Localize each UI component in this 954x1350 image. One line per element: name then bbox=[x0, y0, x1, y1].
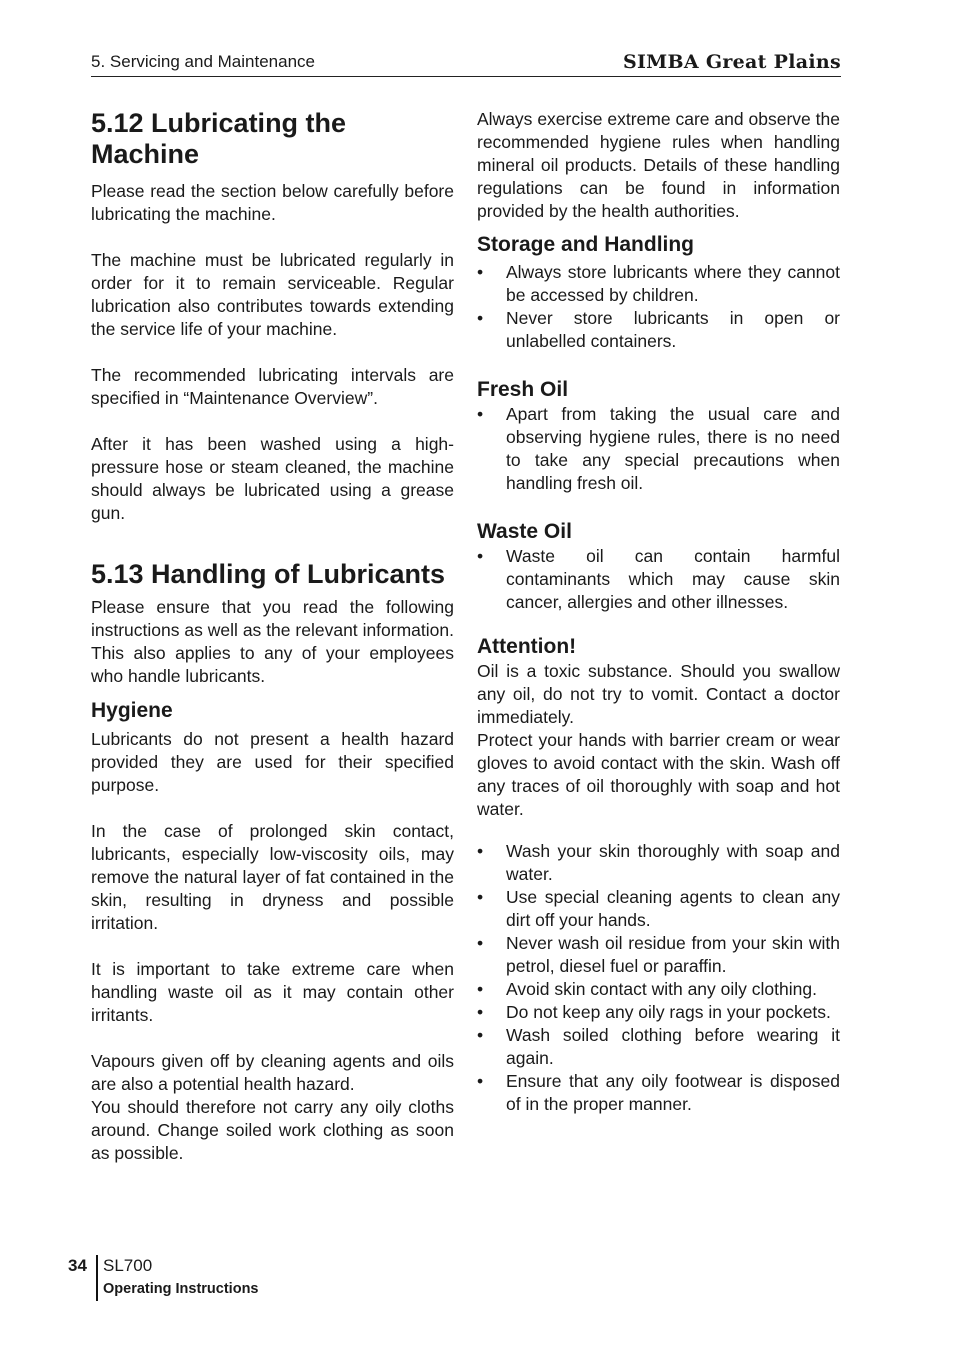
list-item-text: Waste oil can contain harmful contaminants which may cause skin cancer, allergies and other illnesses. bbox=[506, 546, 840, 612]
page-header bbox=[91, 50, 841, 77]
bullet: • bbox=[477, 933, 484, 953]
paragraph: It is important to take extreme care when handling waste oil as it may contain other irritants. bbox=[91, 959, 454, 1025]
waste-oil-list bbox=[477, 545, 840, 614]
list-item bbox=[477, 1001, 840, 1024]
heading-attention: Attention! bbox=[477, 635, 577, 658]
bullet: • bbox=[477, 1071, 484, 1091]
list-item bbox=[477, 1024, 840, 1070]
document-type: Operating Instructions bbox=[103, 1281, 259, 1297]
section-title: 5. Servicing and Maintenance bbox=[91, 52, 315, 71]
page-number: 34 bbox=[68, 1256, 87, 1275]
list-item bbox=[477, 1070, 840, 1116]
list-item-text: Do not keep any oily rags in your pockets. bbox=[506, 1002, 831, 1022]
list-item-text: Avoid skin contact with any oily clothing. bbox=[506, 979, 817, 999]
storage-list bbox=[477, 261, 840, 353]
heading-5-12: 5.12 Lubricating the Machine bbox=[91, 108, 347, 169]
list-item bbox=[477, 403, 840, 495]
bullet: • bbox=[477, 262, 484, 282]
paragraph: The machine must be lubricated regularly in order for it to remain serviceable. Regular lubrication also contributes towards extending the service life of your machine. bbox=[91, 250, 454, 339]
model-name: SL700 bbox=[103, 1256, 153, 1275]
paragraph: Oil is a toxic substance. Should you swallow any oil, do not try to vomit. Contact a doctor immediately. bbox=[477, 661, 840, 727]
heading-fresh-oil: Fresh Oil bbox=[477, 378, 569, 401]
list-item bbox=[477, 886, 840, 932]
paragraph: Lubricants do not present a health hazard provided they are used for their specified purpose. bbox=[91, 729, 454, 795]
heading-waste-oil: Waste Oil bbox=[477, 520, 572, 543]
attention-list bbox=[477, 840, 840, 1116]
paragraph: The recommended lubricating intervals are specified in “Maintenance Overview”. bbox=[91, 365, 454, 408]
brand-logo-text: SIMBA Great Plains bbox=[622, 51, 841, 73]
list-item-text: Never wash oil residue from your skin with petrol, diesel fuel or paraffin. bbox=[506, 933, 840, 976]
list-item bbox=[477, 978, 840, 1001]
list-item-text: Never store lubricants in open or unlabelled containers. bbox=[506, 308, 840, 351]
bullet: • bbox=[477, 841, 484, 861]
paragraph: In the case of prolonged skin contact, lubricants, especially low-viscosity oils, may remove the natural layer of fat contained in the skin, resulting in dryness and possible irritation. bbox=[91, 821, 454, 933]
bullet: • bbox=[477, 1002, 484, 1022]
bullet: • bbox=[477, 404, 484, 424]
fresh-oil-list bbox=[477, 403, 840, 495]
list-item-text: Wash soiled clothing before wearing it again. bbox=[506, 1025, 840, 1068]
paragraph: Please ensure that you read the following instructions as well as the relevant information. This also applies to any of your employees who handle lubricants. bbox=[91, 597, 454, 686]
left-column bbox=[91, 108, 454, 1165]
paragraph: Protect your hands with barrier cream or wear gloves to avoid contact with the skin. Wash off any traces of oil thoroughly with soap and hot water. bbox=[477, 730, 840, 819]
paragraph: After it has been washed using a high-pressure hose or steam cleaned, the machine should always be lubricated using a grease gun. bbox=[91, 434, 454, 523]
list-item-text: Wash your skin thoroughly with soap and water. bbox=[506, 841, 840, 884]
list-item-text: Always store lubricants where they cannot be accessed by children. bbox=[506, 262, 840, 305]
bullet: • bbox=[477, 979, 484, 999]
heading-5-13: 5.13 Handling of Lubricants bbox=[91, 559, 446, 589]
paragraph: Please read the section below carefully before lubricating the machine. bbox=[91, 181, 454, 224]
list-item bbox=[477, 545, 840, 614]
heading-storage-handling: Storage and Handling bbox=[477, 233, 695, 256]
list-item bbox=[477, 932, 840, 978]
paragraph: Vapours given off by cleaning agents and oils are also a potential health hazard. bbox=[91, 1051, 454, 1094]
right-column bbox=[477, 108, 840, 1116]
footer-divider bbox=[96, 1255, 98, 1301]
list-item bbox=[477, 307, 840, 353]
bullet: • bbox=[477, 1025, 484, 1045]
list-item bbox=[477, 840, 840, 886]
paragraph: You should therefore not carry any oily cloths around. Change soiled work clothing as soon as possible. bbox=[91, 1097, 454, 1163]
list-item-text: Ensure that any oily footwear is disposed of in the proper manner. bbox=[506, 1071, 840, 1114]
list-item bbox=[477, 261, 840, 307]
list-item-text: Apart from taking the usual care and observing hygiene rules, there is no need to take any special precautions when handling fresh oil. bbox=[506, 404, 840, 493]
list-item-text: Use special cleaning agents to clean any dirt off your hands. bbox=[506, 887, 840, 930]
bullet: • bbox=[477, 546, 484, 566]
heading-hygiene: Hygiene bbox=[91, 699, 173, 722]
bullet: • bbox=[477, 887, 484, 907]
paragraph: Always exercise extreme care and observe the recommended hygiene rules when handling mineral oil products. Details of these handling regulations can be found in information provided by the health authorities. bbox=[477, 109, 840, 221]
bullet: • bbox=[477, 308, 484, 328]
